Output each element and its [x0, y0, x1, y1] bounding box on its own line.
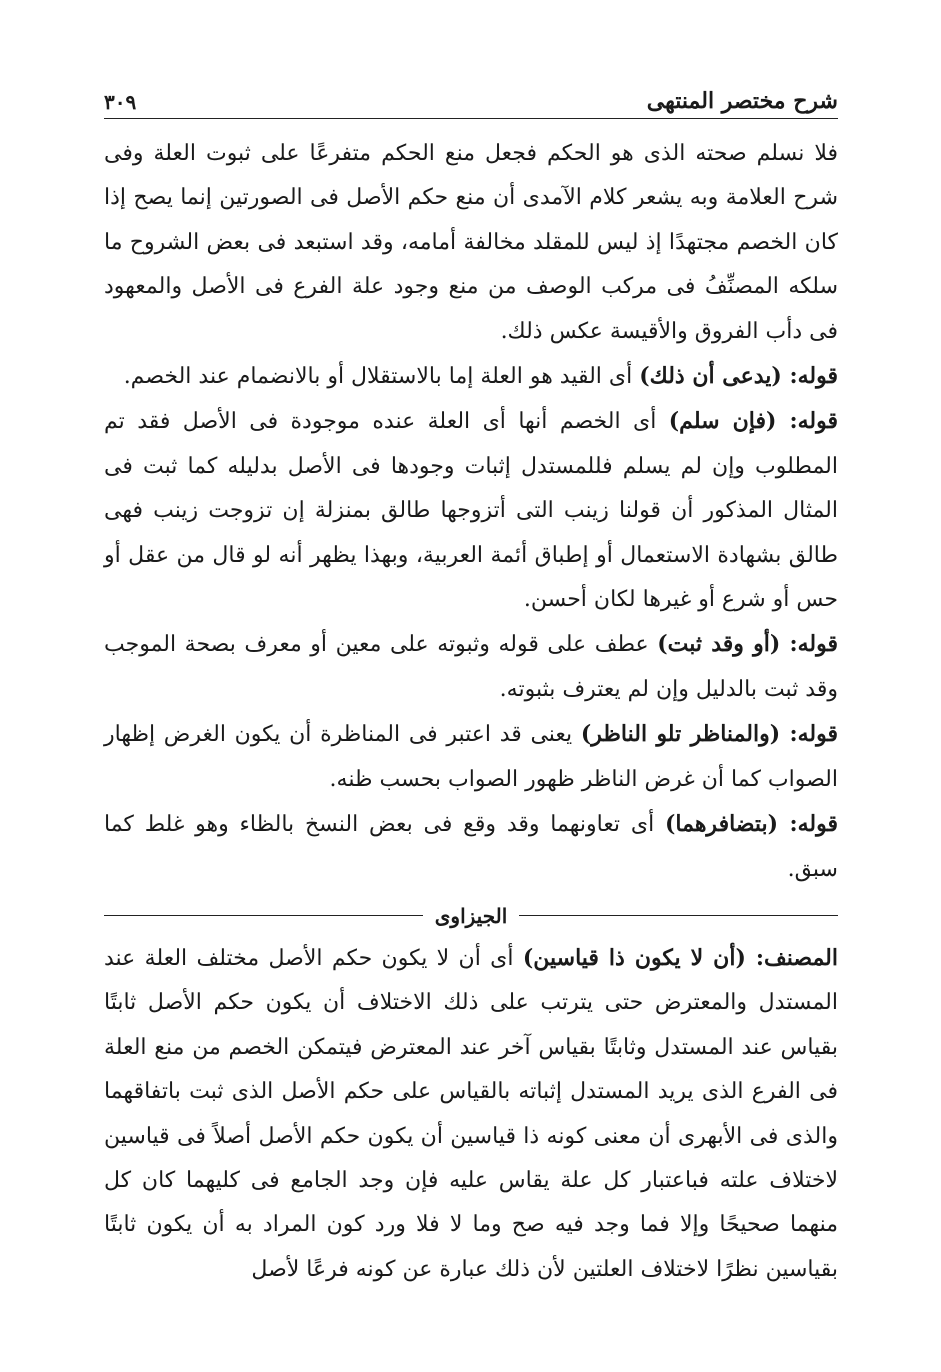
divider-rule-left	[104, 915, 423, 916]
paragraph-body: أى الخصم أنها أى العلة عنده موجودة فى الأصل فقد تم المطلوب وإن لم يسلم فللمستدل إثبات وجودها فى الأصل بدليله كما ثبت فى المثال المذكور أن قولنا زينب التى أتزوجها طالق بمنزلة إن تزوجت زينب فهى طالق بشهادة الاستعمال أو إطباق أئمة العربية، وبهذا يظهر أنه لو قال من عقل أو حس أو شرع أو غيرها لكان أحسن.	[104, 409, 838, 613]
paragraph-3	[104, 399, 838, 622]
paragraph-5	[104, 712, 838, 802]
book-title: شرح مختصر المنتهى	[646, 88, 838, 114]
paragraph-2	[104, 354, 838, 399]
commentary-lead: قوله: (يدعى أن ذلك)	[639, 363, 838, 390]
main-text	[104, 132, 838, 1292]
paragraph-body: فلا نسلم صحته الذى هو الحكم فجعل منع الحكم متفرعًا على ثبوت العلة وفى شرح العلامة وبه يشعر كلام الآمدى أن منع حكم الأصل فى الصورتين إنما يصح إذا كان الخصم مجتهدًا إذ ليس للمقلد مخالفة أمامه، وقد استبعد فى بعض الشروح ما سلكه المصنِّفُ فى مركب الوصف من منع وجود علة الفرع فى الأصل والمعهود فى دأب الفروق والأقيسة عكس ذلك.	[104, 141, 838, 344]
author-lead: المصنف: (أن لا يكون ذا قياسين)	[522, 944, 838, 971]
paragraph-4	[104, 622, 838, 712]
section-divider	[104, 898, 838, 934]
paragraph-body: عطف على قوله وثبوته على معين أو معرف بصحة الموجب وقد ثبت بالدليل وإن لم يعترف بثبوته.	[104, 632, 838, 702]
section-title: الجيزاوى	[434, 903, 508, 928]
paragraph-6	[104, 802, 838, 892]
section-paragraph	[104, 936, 838, 1292]
divider-rule-right	[519, 915, 838, 916]
paragraph-body: أى القيد هو العلة إما بالاستقلال أو بالانضمام عند الخصم.	[123, 364, 633, 390]
paragraph-body: أى أن لا يكون حكم الأصل مختلف العلة عند المستدل والمعترض حتى يترتب على ذلك الاختلاف أن يكون حكم الأصل ثابتًا بقياس عند المستدل وثابتًا بقياس آخر عند المعترض فيتمكن الخصم من منع العلة فى الفرع الذى يريد المستدل إثباته بالقياس على حكم الأصل الذى ثبت باتفاقهما والذى فى الأبهرى أن معنى كونه ذا قياسين أن يكون حكم الأصل أصلاً فى قياسين لاختلاف علته فباعتبار كل علة يقاس عليه فإن وجد الجامع فى كليهما كان كل منهما صحيحًا وإلا فما وجد فيه صح وما لا فلا ورد كون المراد به أن يكون ثابتًا بقياسين نظرًا لاختلاف العلتين لأن ذلك عبارة عن كونه فرعًا لأصل	[104, 945, 838, 1282]
commentary-lead: قوله: (أو وقد ثبت)	[657, 631, 838, 658]
commentary-lead: قوله: (والمناظر تلو الناظر)	[580, 721, 838, 748]
paragraph-body: أى تعاونهما وقد وقع فى بعض النسخ بالظاء وهو غلط كما سبق.	[104, 812, 838, 882]
commentary-lead: قوله: (فإن سلم)	[668, 408, 839, 435]
paragraph-1	[104, 132, 838, 354]
page-number: ٣٠٩	[104, 90, 137, 114]
running-header	[104, 80, 838, 119]
paragraph-body: يعنى قد اعتبر فى المناظرة أن يكون الغرض إظهار الصواب كما أن غرض الناظر ظهور الصواب بحسب ظنه.	[104, 722, 838, 792]
commentary-lead: قوله: (بتضافرهما)	[665, 811, 839, 838]
